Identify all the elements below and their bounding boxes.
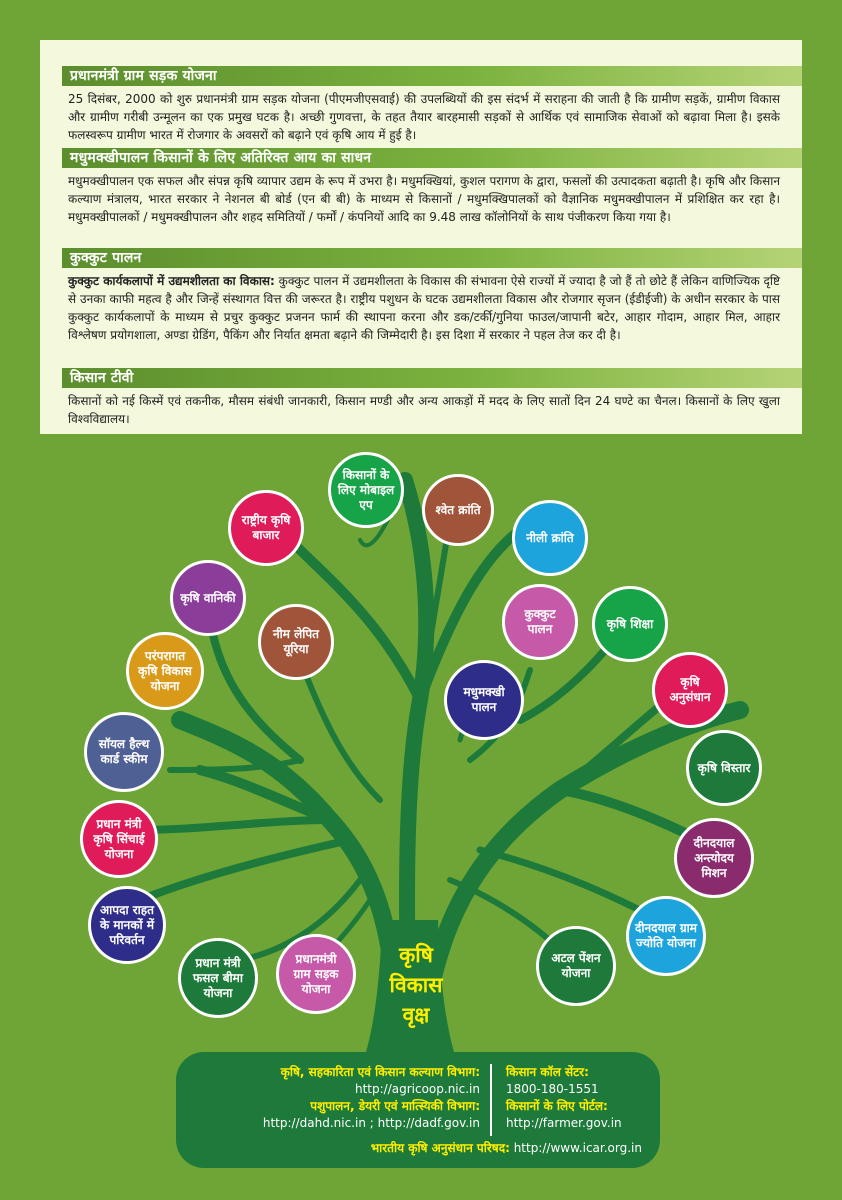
section-body-pmgsy <box>68 90 780 144</box>
bubble-mobile-app: किसानों के लिए मोबाइल एप <box>328 452 404 528</box>
bubble-deendayal-gram-jyoti: दीनदयाल ग्राम ज्योति योजना <box>626 896 706 976</box>
section-text: 25 दिसंबर, 2000 को शुरु प्रधानमंत्री ग्राम सड़क योजना (पीएमजीएसवाई) की उपलब्धियों की इस संदर्भ में सराहना की जाती है कि ग्रामीण सड़कें, ग्रामीण विकास और ग्रामीण गरीबी उन्मूलन का एक प्रमुख घटक है। अच्छी गुणवत्ता, के तहत तैयार बारहमासी सड़कों से आर्थिक एवं सामाजिक सेवाओं को बढ़ावा मिला है। इसके फलस्वरूप ग्रामीण भारत में रोजगार के अवसरों को बढ़ाने एवं कृषि आय में हुई है। <box>68 92 780 142</box>
bubble-white-revolution: श्वेत क्रांति <box>422 474 494 546</box>
bubble-beekeeping: मधुमक्खी पालन <box>444 660 524 740</box>
footer-left <box>192 1064 480 1132</box>
footer-right <box>506 1064 656 1132</box>
call-center-phone[interactable]: 1800-180-1551 <box>506 1082 599 1096</box>
bubble-agri-extension: कृषि विस्तार <box>686 730 762 806</box>
farmer-portal-link[interactable]: http://farmer.gov.in <box>506 1116 622 1130</box>
bubble-atal-pension: अटल पेंशन योजना <box>536 926 616 1006</box>
footer-divider <box>490 1064 492 1136</box>
tree-title-line: वृक्ष <box>402 1003 430 1027</box>
section-text: कुक्कुट पालन में उद्यमशीलता के विकास की संभावना ऐसे राज्यों में ज्यादा है जो हैं तो छोटे हैं लेकिन वाणिज्यिक दृष्टि से उनका काफी महत्व है और जिन्हें संस्थागत वित्त की जरूरत है। राष्ट्रीय पशुधन के घटक उद्यमशीलता विकास और रोजगार सृजन (ईडीईजी) के अधीन सरकार के पास कुक्कुट कार्यकलापों के माध्यम से प्रचुर कुक्कुट प्रजनन फार्म की स्थापना करना और डक/टर्की/गुनिया फाउल/जापानी बटेर, आहार गोदाम, आहार मिल, आहार विश्लेषण प्रयोगशाला, अण्डा ग्रेडिंग, पैकिंग और निर्यात क्षमता बढ़ाने की जिम्मेदारी है। इस दिशा में सरकार ने पहल तेज कर दी है। <box>68 274 780 342</box>
bubble-blue-revolution: नीली क्रांति <box>512 500 588 576</box>
bubble-deendayal-antyodaya: दीनदयाल अन्त्योदय मिशन <box>674 818 754 898</box>
bubble-agri-education: कृषि शिक्षा <box>592 586 668 662</box>
bubble-disaster-relief: आपदा राहत के मानकों में परिवर्तन <box>88 886 166 964</box>
bubble-pm-crop-insurance: प्रधान मंत्री फसल बीमा योजना <box>178 938 258 1018</box>
footer-contact-box <box>176 1052 660 1168</box>
section-heading-kisan-tv: किसान टीवी <box>62 368 802 388</box>
call-center-label: किसान कॉल सेंटर: <box>506 1065 589 1079</box>
section-body-beekeeping <box>68 172 780 226</box>
bubble-soil-health-card: सॉयल हैल्थ कार्ड स्कीम <box>84 712 164 792</box>
tree-title-line: विकास <box>389 973 443 997</box>
info-panel <box>40 40 802 434</box>
bubble-agri-research: कृषि अनुसंधान <box>652 652 728 728</box>
bubble-pm-irrigation: प्रधान मंत्री कृषि सिंचाई योजना <box>80 800 158 878</box>
section-lead: कुक्कुट कार्यकलापों में उद्यमशीलता का विकास: <box>68 274 275 288</box>
tree-title <box>384 940 448 1030</box>
section-heading-pmgsy: प्रधानमंत्री ग्राम सड़क योजना <box>62 66 802 86</box>
footer-icar <box>192 1140 642 1157</box>
section-text: मधुमक्खीपालन एक सफल और संपन्न कृषि व्यापार उद्यम के रूप में उभरा है। मधुमक्खियां, कुशल परागण के द्वारा, फसलों की उत्पादकता बढ़ाती है। कृषि और किसान कल्याण मंत्रालय, भारत सरकार ने नेशनल बी बोर्ड (एन बी बी) के माध्यम से किसानों / मधुमक्खिपालकों को वैज्ञानिक मधुमक्खीपालन में प्रशिक्षित कर रहा है। मधुमक्खीपालकों / मधुमक्खीपालन और शहद समितियों / फर्मों / कंपनियों आदि का 9.48 लाख कॉलोनियों के साथ पंजीकरण किया गया है। <box>68 174 780 224</box>
dept-agri-label: कृषि, सहकारिता एवं किसान कल्याण विभाग: <box>280 1065 480 1079</box>
icar-link[interactable]: http://www.icar.org.in <box>513 1141 642 1155</box>
bubble-agroforestry: कृषि वानिकी <box>170 560 246 636</box>
bubble-pmgsy: प्रधानमंत्री ग्राम सड़क योजना <box>276 934 356 1014</box>
section-body-kisan-tv <box>68 392 780 428</box>
dept-animal-label: पशुपालन, डेयरी एवं मात्स्यिकी विभाग: <box>310 1099 480 1113</box>
section-body-poultry <box>68 272 780 344</box>
section-heading-beekeeping: मधुमक्खीपालन किसानों के लिए अतिरिक्त आय का साधन <box>62 148 802 168</box>
bubble-poultry: कुक्कुट पालन <box>502 584 578 660</box>
bubble-national-agri-market: राष्ट्रीय कृषि बाजार <box>228 490 304 566</box>
section-text: किसानों को नई किस्में एवं तकनीक, मौसम संबंधी जानकारी, किसान मण्डी और अन्य आकड़ों में मदद के लिए सातों दिन 24 घण्टे का चैनल। किसानों के लिए खुला विश्वविद्यालय। <box>68 394 780 426</box>
farmer-portal-label: किसानों के लिए पोर्टल: <box>506 1099 608 1113</box>
bubble-paramparagat-krishi: परंपरागत कृषि विकास योजना <box>126 632 204 710</box>
tree-title-line: कृषि <box>399 943 433 967</box>
section-heading-poultry: कुक्कुट पालन <box>62 248 802 268</box>
bubble-neem-urea: नीम लेपित यूरिया <box>258 604 334 680</box>
icar-label: भारतीय कृषि अनुसंधान परिषद: <box>370 1141 510 1155</box>
dahd-link[interactable]: http://dahd.nic.in ; http://dadf.gov.in <box>262 1116 480 1130</box>
agricoop-link[interactable]: http://agricoop.nic.in <box>354 1082 480 1096</box>
